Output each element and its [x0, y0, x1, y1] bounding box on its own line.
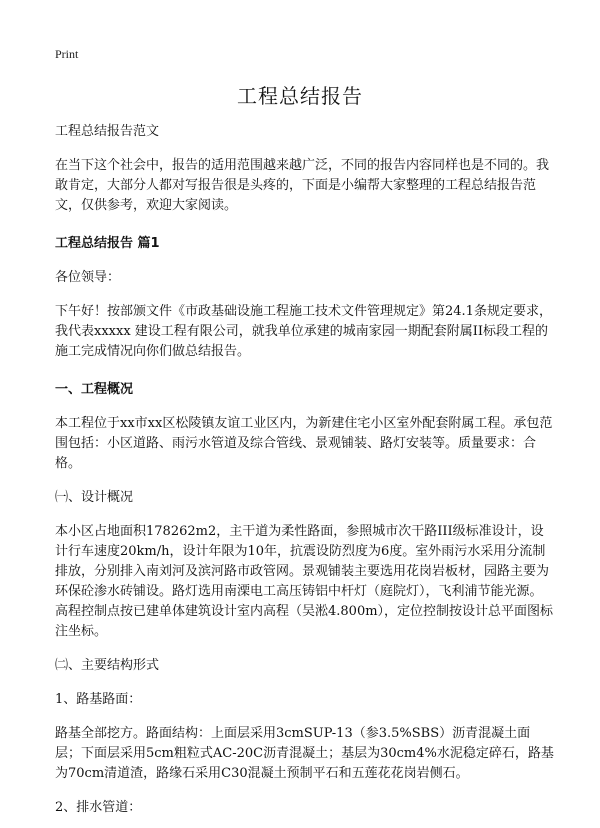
section1-heading: 工程总结报告 篇1 [55, 236, 160, 251]
roadbed-paragraph: 路基全部挖方。路面结构：上面层采用3cmSUP-13（参3.5%SBS）沥青混凝土面层；下面层采用5cm粗粒式AC-20C沥青混凝土；基层为30cm4%水泥稳定碎石，路基为70cm清道渣，路缘石采用C30混凝土预制平石和五莲花花岗岩侧石。 [55, 726, 554, 781]
intro-paragraph: 在当下这个社会中，报告的适用范围越来越广泛，不同的报告内容同样也是不同的。我敢肯定，大部分人都对写报告很是头疼的，下面是小编帮大家整理的工程总结报告范文，仅供参考，欢迎大家阅读。 [55, 158, 550, 213]
design-heading: ㈠、设计概况 [55, 490, 134, 505]
document-title: 工程总结报告 [237, 84, 363, 108]
greeting-text: 各位领导： [55, 270, 121, 285]
drainage-heading: 2、排水管道： [55, 800, 142, 815]
part1-paragraph: 本工程位于xx市xx区松陵镇友谊工业区内，为新建住宅小区室外配套附属工程。承包范围包括：小区道路、雨污水管道及综合管线、景观铺装、路灯安装等。质量要求：合格。 [55, 416, 553, 471]
roadbed-heading: 1、路基路面： [55, 692, 142, 707]
document-body [55, 122, 555, 818]
opening-paragraph: 下午好！按部颁文件《市政基础设施工程施工技术文件管理规定》第24.1条规定要求，我代表xxxxx 建设工程有限公司，就我单位承建的城南家园一期配套附属II标段工程的施工完成情况向你们做总结报告。 [55, 304, 552, 359]
print-label: Print [55, 47, 79, 61]
part1-heading: 一、工程概况 [55, 382, 134, 397]
document-subtitle: 工程总结报告范文 [55, 124, 160, 139]
structure-heading: ㈡、主要结构形式 [55, 658, 160, 673]
design-paragraph: 本小区占地面积178262m2，主干道为柔性路面，参照城市次干路III级标准设计，设计行车速度20km/h，设计年限为10年，抗震设防烈度为6度。室外雨污水采用分流制排放，分别排入南刘河及滨河路市政管网。景观铺装主要选用花岗岩板材，园路主要为环保砼渗水砖铺设。路灯选用南溧电工高压铸铝中杆灯（庭院灯），飞利浦节能光源。高程控制点按已建单体建筑设计室内高程（吴淞4.800m），定位控制按设计总平面图标注坐标。 [55, 524, 554, 639]
